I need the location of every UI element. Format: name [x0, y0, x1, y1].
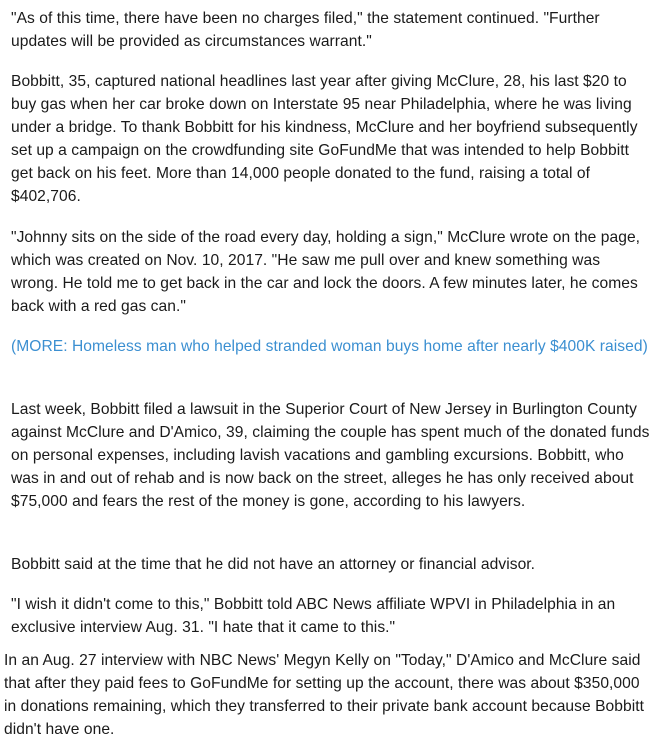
paragraph-bobbitt-quote: "I wish it didn't come to this," Bobbitt told ABC News affiliate WPVI in Philadelphia in an exclusive interview Aug. 31. "I hate that it came to this." [11, 596, 616, 636]
paragraph-mcclure-quote: "Johnny sits on the side of the road every day, holding a sign," McClure wrote on the page, which was created on Nov. 10, 2017. "He saw me pull over and knew something was wrong. He told me to get back in the car and lock the doors. A few minutes later, he comes back with a red gas can." [11, 229, 641, 315]
paragraph-lawsuit: Last week, Bobbitt filed a lawsuit in the Superior Court of New Jersey in Burlington County against McClure and D'Amico, 39, claiming the couple has spent much of the donated funds on personal expenses, including lavish vacations and gambling excursions. Bobbitt, who was in and out of rehab and is now back on the street, alleges he has only received about $75,000 and fears the rest of the money is gone, according to his lawyers. [11, 401, 650, 510]
paragraph-statement-quote: "As of this time, there have been no charges filed," the statement continued. "Further updates will be provided as circumstances warrant." [11, 10, 600, 50]
paragraph-no-attorney: Bobbitt said at the time that he did not have an attorney or financial advisor. [11, 556, 536, 573]
more-related-article-link[interactable]: (MORE: Homeless man who helped stranded woman buys home after nearly $400K raised) [11, 338, 648, 355]
paragraph-nbc-interview: In an Aug. 27 interview with NBC News' Megyn Kelly on "Today," D'Amico and McClure said that after they paid fees to GoFundMe for setting up the account, there was about $350,000 in donations remaining, which they transferred to their private bank account because Bobbitt didn't have one. [4, 652, 644, 738]
paragraph-background: Bobbitt, 35, captured national headlines last year after giving McClure, 28, his last $20 to buy gas when her car broke down on Interstate 95 near Philadelphia, where he was living under a bridge. To thank Bobbitt for his kindness, McClure and her boyfriend subsequently set up a campaign on the crowdfunding site GoFundMe that was intended to help Bobbitt get back on his feet. More than 14,000 people donated to the fund, raising a total of $402,706. [11, 73, 638, 205]
